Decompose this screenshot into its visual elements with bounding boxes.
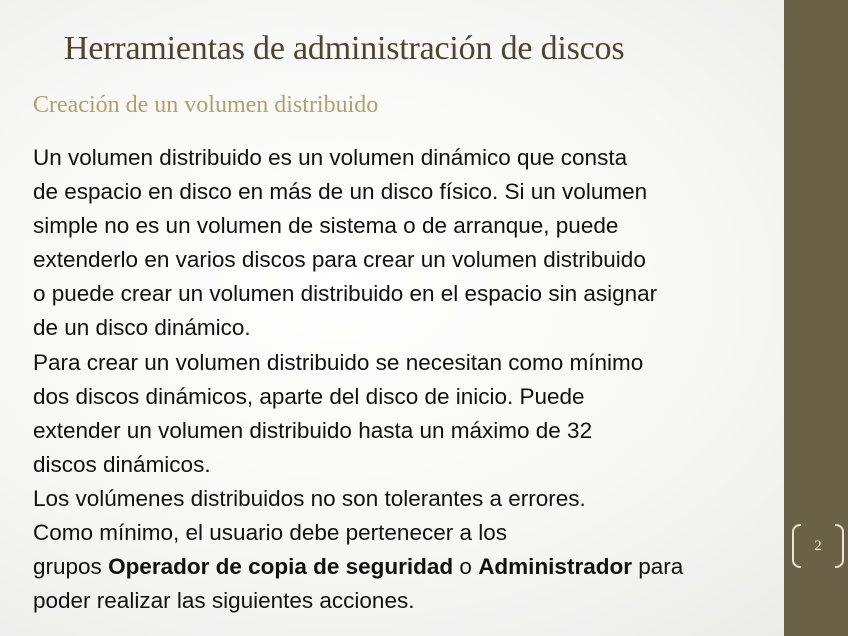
text-line: Un volumen distribuido es un volumen dinámico que consta <box>33 145 628 170</box>
page-number: 2 <box>814 537 822 554</box>
text-line: extenderlo en varios discos para crear un volumen distribuido <box>33 247 646 273</box>
text-line: de un disco dinámico. <box>33 315 251 341</box>
text-line: poder realizar las siguientes acciones. <box>33 588 415 614</box>
text-line-with-bold <box>33 550 773 584</box>
text-fragment: para <box>631 554 684 580</box>
paragraph-requirements <box>33 346 773 482</box>
text-line: Para crear un volumen distribuido se necesitan como mínimo <box>33 349 644 375</box>
bracket-right-icon <box>835 524 844 568</box>
slide-body <box>33 141 773 618</box>
text-line: discos dinámicos. <box>33 451 211 477</box>
text-line: Como mínimo, el usuario debe pertenecer a los <box>33 520 507 546</box>
paragraph-distributed-volume-definition <box>33 141 773 346</box>
page-number-badge <box>792 518 844 574</box>
text-fragment: grupos <box>33 554 109 580</box>
bold-group-administrators: Administrador <box>478 554 632 580</box>
slide-subtitle: Creación de un volumen distribuido <box>33 92 379 118</box>
text-line: Los volúmenes distribuidos no son tolerantes a errores. <box>33 485 586 511</box>
text-line: dos discos dinámicos, aparte del disco de inicio. Puede <box>33 383 585 409</box>
text-fragment: o <box>453 554 479 580</box>
slide-title: Herramientas de administración de discos <box>64 30 625 67</box>
text-line: extender un volumen distribuido hasta un máximo de 32 <box>33 417 593 443</box>
bold-group-backup-operators: Operador de copia de seguridad <box>108 554 454 580</box>
paragraph-permissions <box>33 516 773 618</box>
bracket-left-icon <box>792 524 801 568</box>
text-line: de espacio en disco en más de un disco físico. Si un volumen <box>33 179 648 205</box>
text-line: o puede crear un volumen distribuido en el espacio sin asignar <box>33 281 658 307</box>
paragraph-fault-tolerance <box>33 482 773 516</box>
text-line: simple no es un volumen de sistema o de arranque, puede <box>33 213 619 239</box>
